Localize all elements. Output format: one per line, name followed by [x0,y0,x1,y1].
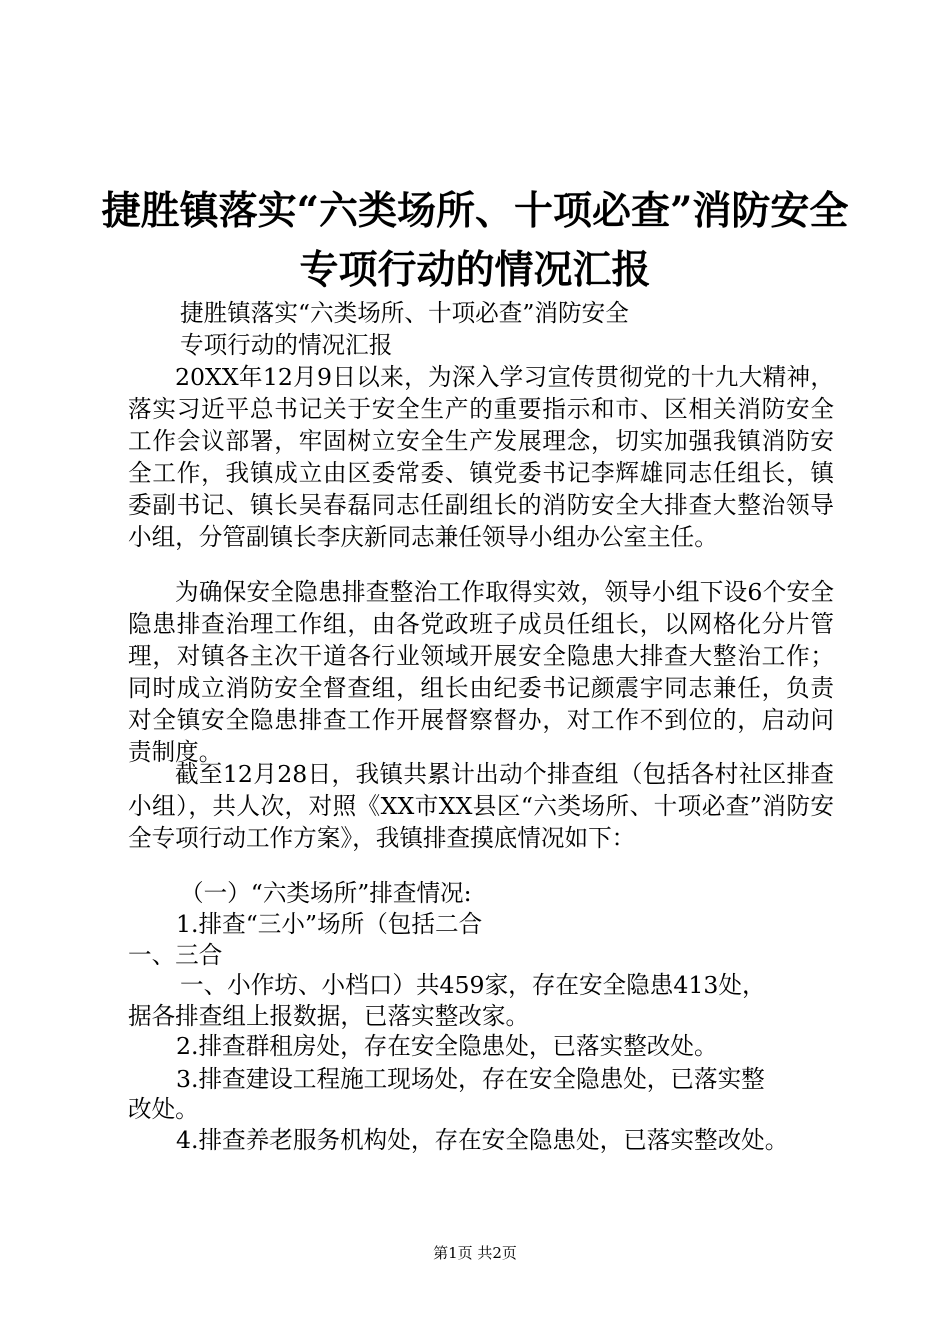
item-2: 2.排查群租房处，存在安全隐患处，已落实整改处。 [176,1032,718,1060]
item-1-line-2: 一、三合 [128,941,223,969]
paragraph-leadership: 20XX年12月9日以来，为深入学习宣传贯彻党的十九大精神，落实习近平总书记关于安全生产的重要指示和市、区相关消防安全工作会议部署，牢固树立安全生产发展理念，切实加强我镇消防安全工作，我镇成立由区委常委、镇党委书记李辉雄同志任组长，镇委副书记、镇长吴春磊同志任副组长的消防安全大排查大整治领导小组，分管副镇长李庆新同志兼任领导小组办公室主任。 [128,363,834,551]
subtitle-line-1: 捷胜镇落实“六类场所、十项必查”消防安全 [180,299,629,327]
document-title-line-1: 捷胜镇落实“六类场所、十项必查”消防安全 [101,188,849,234]
section-heading: （一）“六类场所”排查情况: [180,879,472,907]
item-1-line-3: 一、小作坊、小档口）共459家，存在安全隐患413处， [180,971,766,999]
item-1-line-4: 据各排查组上报数据，已落实整改家。 [128,1002,530,1030]
item-1-line-1: 1.排查“三小”场所（包括二合 [176,910,483,938]
item-3-line-1: 3.排查建设工程施工现场处，存在安全隐患处，已落实整 [176,1065,765,1093]
subtitle-line-2: 专项行动的情况汇报 [180,331,393,359]
item-4: 4.排查养老服务机构处，存在安全隐患处，已落实整改处。 [176,1126,789,1154]
page-number-footer: 第1页 共2页 [433,1244,517,1262]
document-title-line-2: 专项行动的情况汇报 [299,247,651,293]
paragraph-workgroups: 为确保安全隐患排查整治工作取得实效，领导小组下设6个安全隐患排查治理工作组，由各党政班子成员任组长，以网格化分片管理，对镇各主次干道各行业领域开展安全隐患大排查大整治工作；同时成立消防安全督查组，组长由纪委书记颜震宇同志兼任，负责对全镇安全隐患排查工作开展督察督办，对工作不到位的，启动问责制度。 [128,578,834,766]
item-3-line-2: 改处。 [128,1095,199,1123]
paragraph-inspection-summary: 截至12月28日，我镇共累计出动个排查组（包括各村社区排查小组），共人次，对照《XX市XX县区“六类场所、十项必查”消防安全专项行动工作方案》，我镇排查摸底情况如下： [128,760,834,852]
